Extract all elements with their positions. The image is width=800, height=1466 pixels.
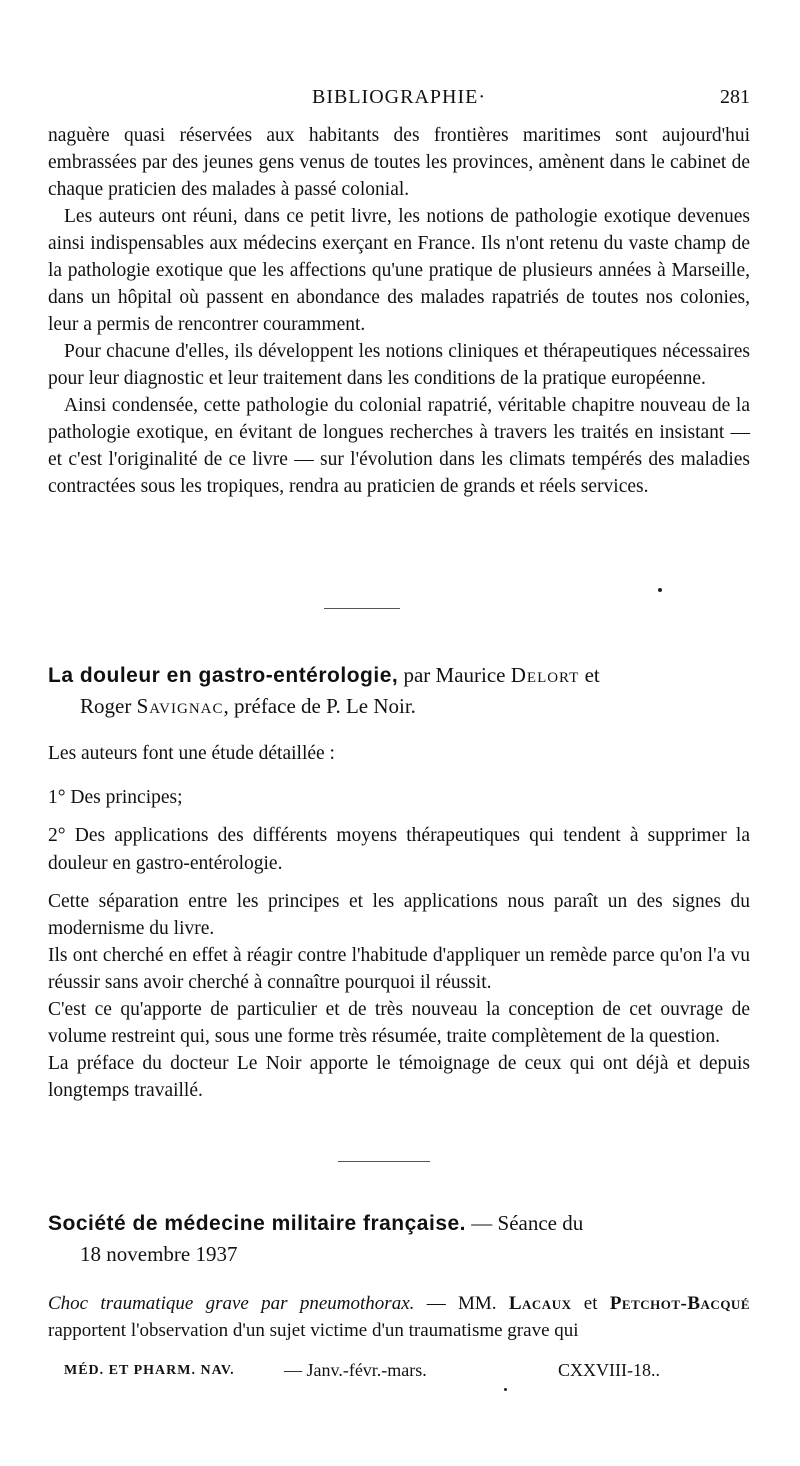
- paragraph: C'est ce qu'apporte de particulier et de très nouveau la conception de cet ouvrage de volume restreint qui, sous une forme très résumée, traite complètement de la question.: [48, 999, 750, 1047]
- footer-journal: MÉD. ET PHARM. NAV.: [64, 1363, 235, 1378]
- entry-title-preface: , préface de P. Le Noir.: [223, 694, 416, 718]
- item-dash: — MM.: [414, 1293, 509, 1314]
- entry-title-and: et: [579, 663, 600, 687]
- author-name: Petchot-Bacqué: [609, 1293, 750, 1314]
- speck: [504, 1388, 507, 1391]
- footer-issue: — Janv.-févr.-mars.: [284, 1360, 427, 1380]
- paragraph: Pour chacune d'elles, ils développent les notions cliniques et thérapeutiques nécessaires pour leur diagnostic et leur traitement dans les conditions de la pratique européenne.: [48, 341, 750, 389]
- entry-title-date: 18 novembre 1937: [80, 1242, 238, 1266]
- page-number: 281: [720, 86, 750, 108]
- paragraph: naguère quasi réservées aux habitants des frontières maritimes sont aujourd'hui embrassées par des jeunes gens venus de toutes les provinces, amènent dans le cabinet de chaque praticien des malades à passé colonial.: [48, 125, 750, 200]
- running-title: BIBLIOGRAPHIE·: [312, 86, 486, 108]
- entry-intro: Les auteurs font une étude détaillée :: [48, 743, 335, 764]
- section-separator: [338, 1161, 430, 1162]
- paragraph: La préface du docteur Le Noir apporte le témoignage de ceux qui ont déjà et depuis longtemps travaillé.: [48, 1053, 750, 1101]
- seance-item: [48, 1290, 750, 1344]
- author-name: Delort: [510, 663, 580, 687]
- entry-title-main: La douleur en gastro-entérologie,: [48, 664, 399, 687]
- list-item: 2° Des applications des différents moyens thérapeutiques qui tendent à supprimer la douleur en gastro-entérologie.: [48, 825, 750, 874]
- item-et: et: [571, 1293, 610, 1314]
- speck: [658, 588, 662, 592]
- item-text: rapportent l'observation d'un sujet victime d'un traumatisme grave qui: [48, 1320, 579, 1341]
- paragraph: Les auteurs ont réuni, dans ce petit livre, les notions de pathologie exotique devenues ainsi indispensables aux médecins exerçant en France. Ils n'ont retenu du vaste champ de la pathologie exotique que les affections qu'une pratique de plusieurs années à Marseille, dans un hôpital où passent en abondance des malades rapatriés de toutes nos colonies, leur a permis de rencontrer couramment.: [48, 206, 750, 335]
- list-item: 1° Des principes;: [48, 787, 183, 808]
- entry-2-text: [48, 888, 750, 1104]
- entry-title-by: par Maurice: [398, 663, 511, 687]
- author-name: Lacaux: [508, 1293, 572, 1314]
- item-title: Choc traumatique grave par pneumothorax.: [48, 1293, 415, 1314]
- section-separator: [324, 608, 400, 609]
- entry-title: [48, 660, 750, 721]
- author-name: Savignac: [136, 694, 224, 718]
- entry-title: [48, 1208, 750, 1269]
- footer-signature: CXXVIII-18..: [558, 1360, 660, 1380]
- entry-title-rest: — Séance du: [466, 1211, 584, 1235]
- author-first-name: Roger: [80, 694, 137, 718]
- running-head: [48, 86, 750, 110]
- entry-title-line2: [80, 691, 750, 721]
- section-1-text: [48, 122, 750, 500]
- paragraph: Ils ont cherché en effet à réagir contre l'habitude d'appliquer un remède parce qu'on l'a vu réussir sans avoir cherché à connaître pourquoi il réussit.: [48, 945, 750, 993]
- paragraph: Ainsi condensée, cette pathologie du colonial rapatrié, véritable chapitre nouveau de la pathologie exotique, en évitant de longues recherches à travers les traités en insistant — et c'est l'originalité de ce livre — sur l'évolution dans les climats tempérés des maladies contractées sous les tropiques, rendra au praticien de grands et réels services.: [48, 395, 750, 497]
- paragraph: Cette séparation entre les principes et les applications nous paraît un des signes du modernisme du livre.: [48, 891, 750, 939]
- entry-title-main: Société de médecine militaire française.: [48, 1212, 467, 1235]
